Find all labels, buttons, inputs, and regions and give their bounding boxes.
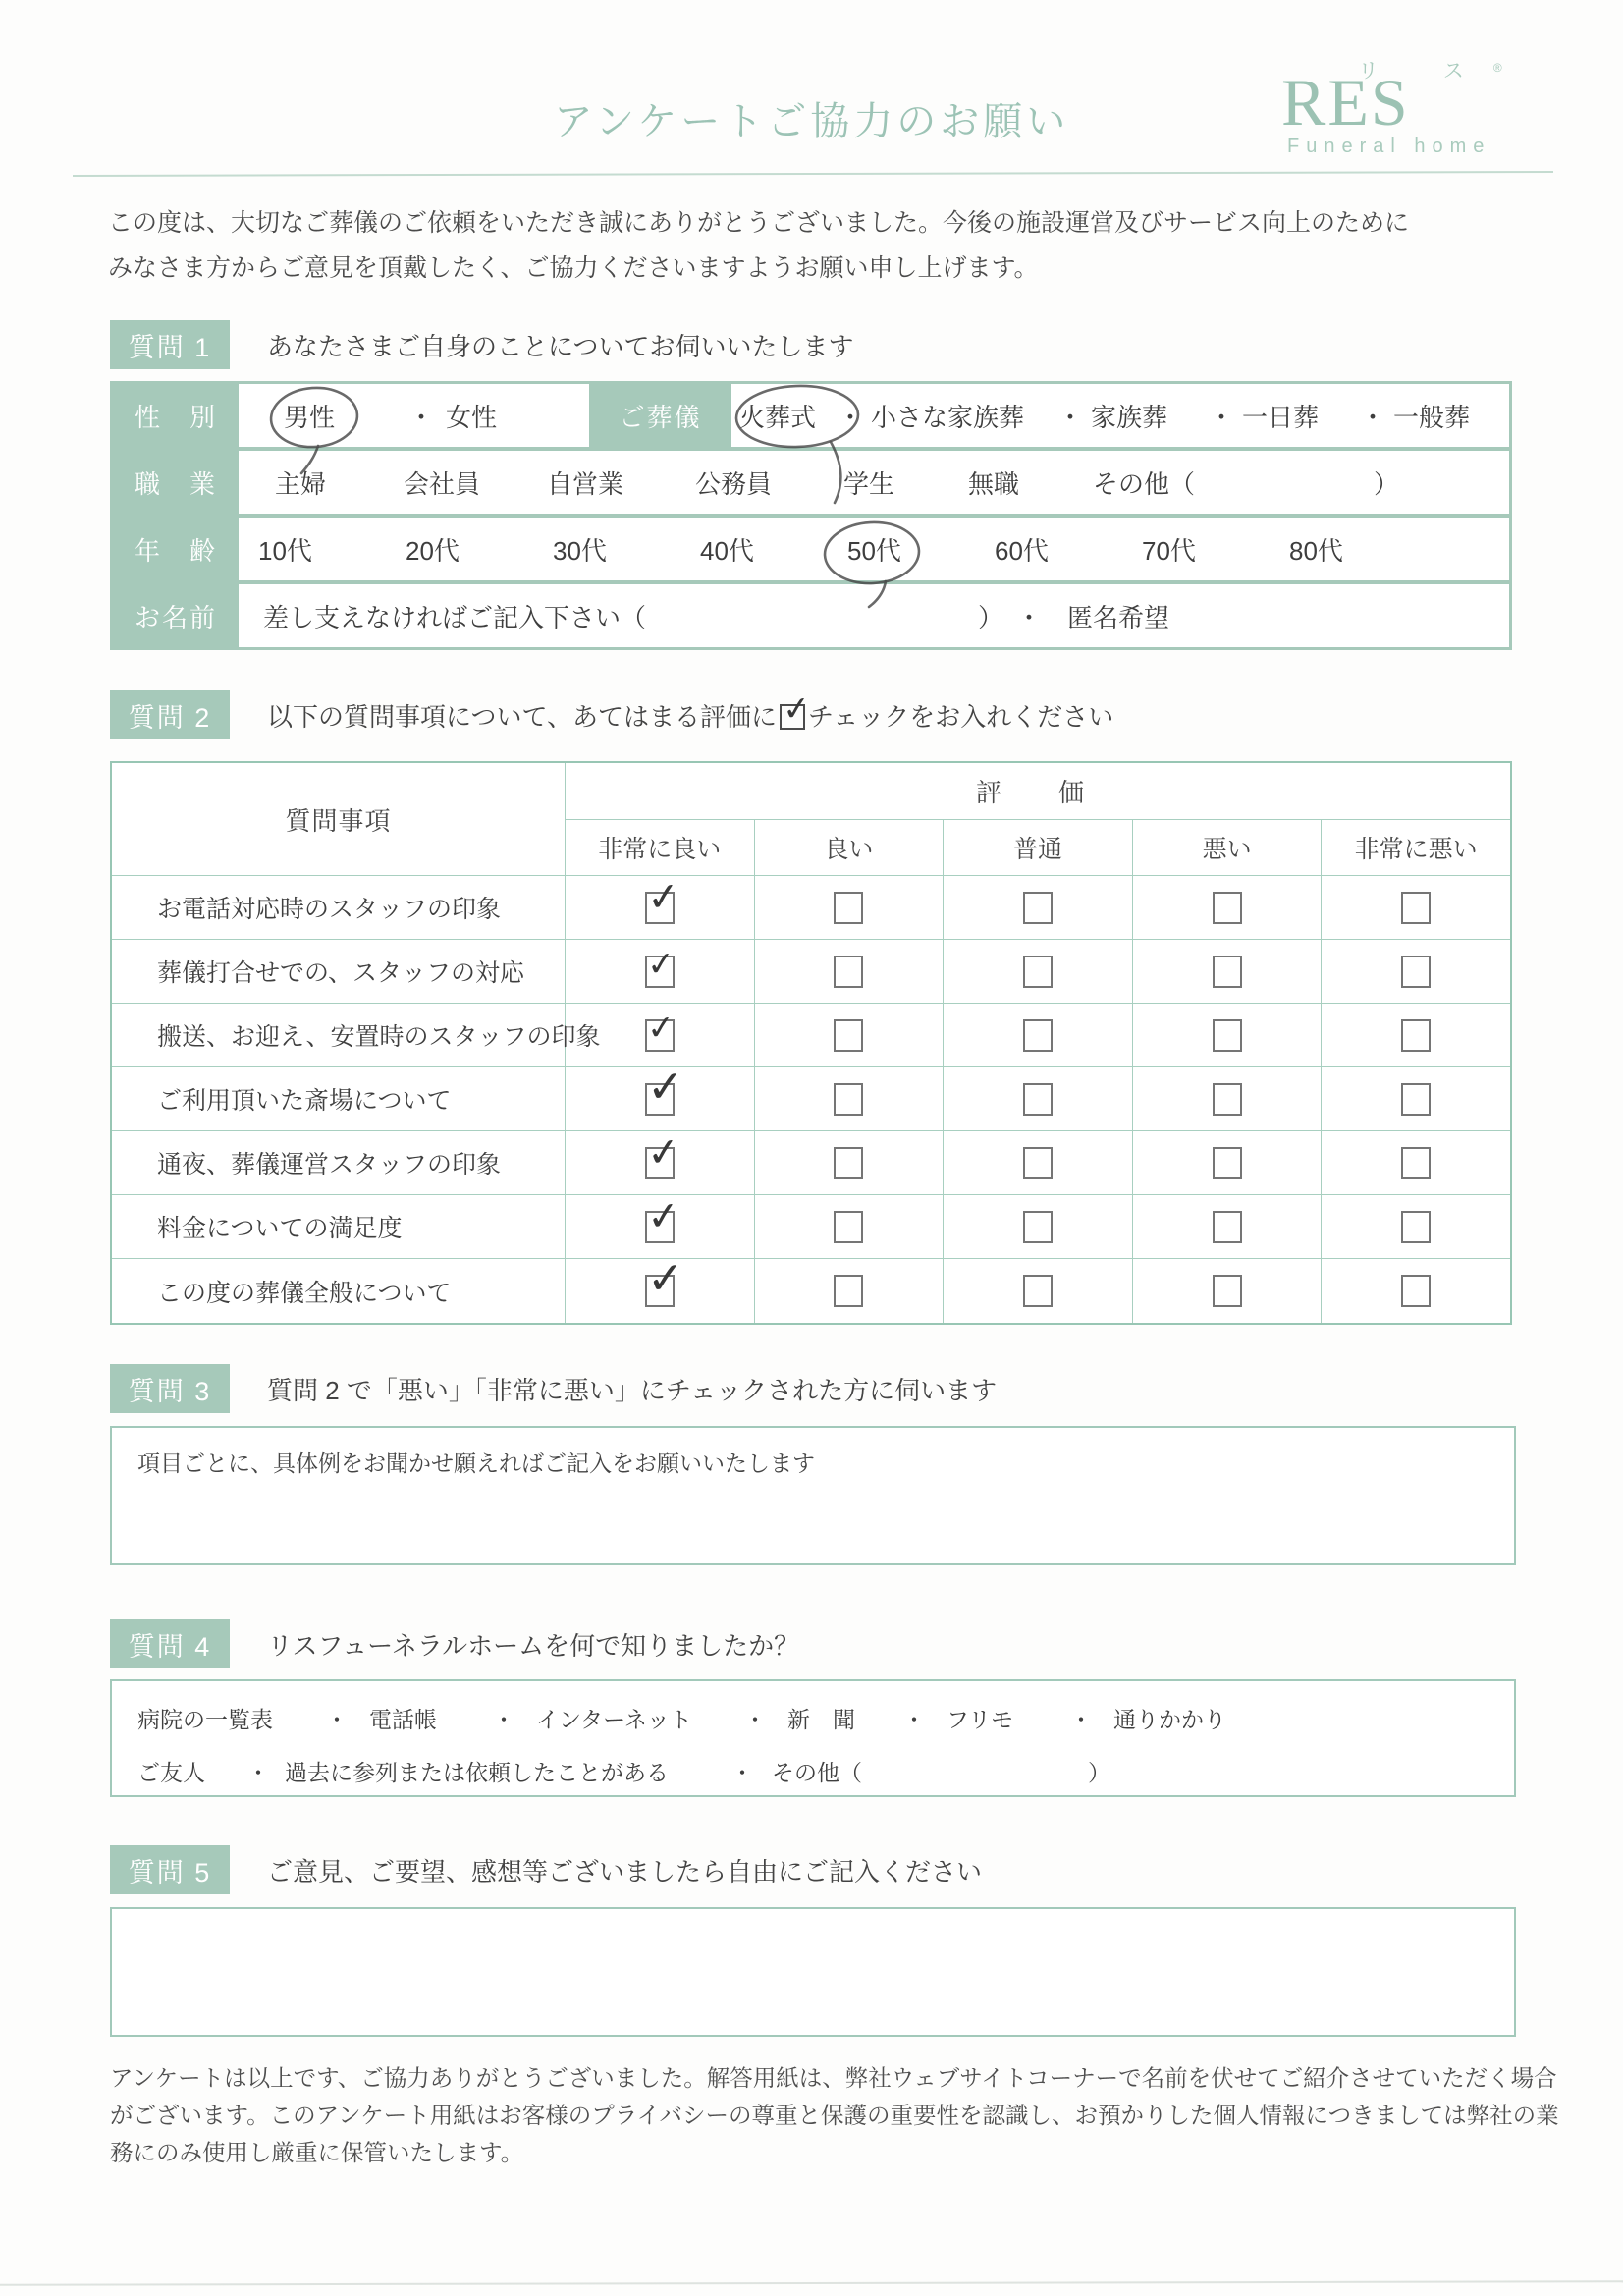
q1-option[interactable]: 小さな家族葬	[871, 402, 1025, 432]
q5-answer-box[interactable]	[110, 1907, 1516, 2037]
check-mark: ✓	[781, 687, 813, 730]
q5-title: ご意見、ご要望、感想等ございましたら自由にご記入ください	[267, 1856, 983, 1886]
q1-option[interactable]: 70代	[1142, 535, 1196, 566]
checkbox-normal[interactable]	[1023, 1275, 1053, 1307]
footer-paragraph	[110, 2059, 1559, 2171]
profile-table	[110, 381, 1512, 650]
name-row	[113, 584, 1509, 647]
handwritten-check-mark: ✓	[645, 1059, 685, 1114]
q3-title: 質問 2 で「悪い」「非常に悪い」にチェックされた方に伺います	[267, 1375, 998, 1405]
q4-option[interactable]: ・	[730, 1759, 754, 1785]
q1-badge: 質問 1	[110, 320, 230, 369]
gender-row	[113, 384, 1509, 447]
q1-option[interactable]: 50代	[847, 535, 901, 566]
company-logo	[1281, 49, 1507, 158]
q1-option[interactable]: 男性	[284, 402, 336, 432]
checkbox-bad[interactable]	[1213, 1083, 1242, 1116]
q1-option[interactable]: 家族葬	[1091, 402, 1168, 432]
rating-row	[112, 873, 1510, 940]
q4-option[interactable]: ご友人	[137, 1759, 205, 1785]
q1-option[interactable]: 自営業	[547, 468, 624, 499]
checkbox-very-good[interactable]	[644, 873, 682, 924]
checkbox-good[interactable]	[834, 1147, 863, 1179]
q4-options-line-2	[137, 1744, 1488, 1797]
q1-option[interactable]: ・	[1208, 402, 1234, 432]
q4-badge: 質問 4	[110, 1619, 230, 1668]
q1-option[interactable]: 一日葬	[1242, 402, 1320, 432]
rating-table-header	[112, 763, 1510, 876]
q1-option[interactable]: ・	[1056, 402, 1083, 432]
item-column-header: 質問事項	[112, 763, 566, 875]
footer-line-2: がございます。このアンケート用紙はお客様のプライバシーの尊重と保護の重要性を認識し、お預かりした個人情報につきましては弊社の業	[110, 2103, 1559, 2128]
logo-kana-text: リ ス	[1358, 60, 1493, 82]
q1-option[interactable]: 学生	[843, 468, 895, 499]
name-label: お名前	[113, 584, 239, 647]
q4-option[interactable]: 新 聞	[787, 1706, 855, 1732]
checkbox-good[interactable]	[834, 1083, 863, 1116]
rating-row-label: ご利用頂いた斎場について	[112, 1067, 566, 1130]
logo-name: RES	[1281, 65, 1410, 139]
q2-title-post: チェックをお入れください	[807, 701, 1114, 732]
intro-line-2: みなさま方からご意見を頂戴したく、ご協力くださいますようお願い申し上げます。	[108, 254, 1039, 282]
scan-edge-line	[0, 2280, 1623, 2285]
intro-paragraph	[108, 200, 1409, 291]
funeral-type-options	[731, 384, 1509, 447]
registered-mark-icon: ®	[1492, 61, 1502, 75]
checkbox-normal[interactable]	[1023, 1019, 1053, 1052]
q4-option[interactable]: 通りかかり	[1113, 1706, 1226, 1732]
funeral-type-label: ご葬儀	[589, 384, 731, 447]
checkbox-bad[interactable]	[1213, 1019, 1242, 1052]
rating-table	[110, 761, 1512, 1325]
rating-row-label: お電話対応時のスタッフの印象	[112, 876, 566, 939]
header-divider	[73, 171, 1553, 177]
q5-badge: 質問 5	[110, 1845, 230, 1894]
q1-option[interactable]: 会社員	[404, 468, 481, 499]
rating-row	[112, 1192, 1510, 1259]
q3-answer-box[interactable]	[110, 1426, 1516, 1565]
checkbox-very-good[interactable]	[644, 1128, 682, 1179]
checkbox-very-bad[interactable]	[1401, 956, 1431, 988]
q2-badge: 質問 2	[110, 690, 230, 739]
q4-option[interactable]: 病院の一覧表	[137, 1706, 273, 1732]
handwritten-check-mark: ✓	[644, 1192, 682, 1240]
handwritten-check-mark: ✓	[644, 1128, 682, 1176]
rating-header: 非常に良い	[598, 836, 722, 863]
intro-line-1: この度は、大切なご葬儀のご依頼をいただき誠にありがとうございました。今後の施設運営及びサービス向上のために	[108, 209, 1410, 237]
checkbox-normal[interactable]	[1023, 892, 1053, 924]
checkbox-very-good[interactable]	[645, 943, 676, 988]
name-entry-field[interactable]: 差し支えなければご記入下さい（ ） ・ 匿名希望	[239, 584, 1509, 647]
q3-badge: 質問 3	[110, 1364, 230, 1413]
q4-option[interactable]: インターネット	[536, 1706, 692, 1732]
footer-line-1: アンケートは以上です、ご協力ありがとうございました。解答用紙は、弊社ウェブサイトコーナーで名前を伏せてご紹介させていただく場合	[110, 2065, 1557, 2091]
rating-row-label: この度の葬儀全般について	[112, 1259, 566, 1323]
q1-option[interactable]: 女性	[446, 402, 498, 432]
rating-row	[112, 1128, 1510, 1195]
rating-columns-header	[566, 763, 1510, 875]
footer-line-3: 務にのみ使用し厳重に保管いたします。	[110, 2140, 524, 2165]
q4-option[interactable]: ・	[492, 1706, 515, 1732]
job-label: 職 業	[113, 451, 239, 514]
checkbox-good[interactable]	[834, 956, 863, 988]
handwritten-check-mark: ✓	[645, 1251, 685, 1305]
rating-group-header: 評 価	[566, 763, 1510, 820]
checkbox-good[interactable]	[834, 892, 863, 924]
q4-option[interactable]: 電話帳	[369, 1706, 437, 1732]
q4-option[interactable]: ・	[246, 1759, 270, 1785]
q1-option[interactable]: 20代	[406, 535, 460, 566]
q3-box-hint: 項目ごとに、具体例をお聞かせ願えればご記入をお願いいたします	[137, 1450, 815, 1476]
q1-option[interactable]: 40代	[700, 535, 754, 566]
q1-option[interactable]: 30代	[553, 535, 607, 566]
age-row	[113, 518, 1509, 580]
q1-option[interactable]: ・	[407, 402, 434, 432]
q1-option[interactable]: 60代	[995, 535, 1049, 566]
checkbox-bad[interactable]	[1213, 1147, 1242, 1179]
page-title: アンケートご協力のお願い	[553, 100, 1070, 143]
q4-option[interactable]: ・	[325, 1706, 349, 1732]
q1-option[interactable]: その他（ ）	[1093, 468, 1400, 499]
q4-option[interactable]: ・	[902, 1706, 926, 1732]
checkbox-very-good[interactable]	[644, 1192, 682, 1243]
rating-row	[112, 1059, 1510, 1131]
rating-header: 普通	[943, 820, 1132, 875]
q1-title: あなたさまご自身のことについてお伺いいたします	[267, 331, 854, 361]
rating-header: 悪い	[1132, 820, 1322, 875]
checkbox-normal[interactable]	[1023, 1211, 1053, 1243]
checkbox-very-good[interactable]	[645, 1059, 685, 1116]
handwritten-check-mark: ✓	[645, 943, 676, 985]
handwritten-check-mark: ✓	[644, 873, 682, 921]
rating-row-label: 通夜、葬儀運営スタッフの印象	[112, 1131, 566, 1194]
logo-subtitle: Funeral home	[1287, 136, 1491, 157]
job-options	[239, 451, 1509, 514]
q4-option[interactable]: フリモ	[947, 1706, 1014, 1732]
rating-row	[112, 1004, 1510, 1067]
rating-row	[112, 1251, 1510, 1323]
logo-kana	[1358, 55, 1502, 84]
rating-row-label: 搬送、お迎え、安置時のスタッフの印象	[112, 1004, 566, 1066]
rating-subheaders	[566, 820, 1510, 875]
checkbox-very-bad[interactable]	[1401, 1083, 1431, 1116]
checkbox-very-good[interactable]	[645, 1007, 676, 1052]
q4-answer-box	[110, 1679, 1516, 1797]
q4-option[interactable]: ・	[1069, 1706, 1093, 1732]
checkbox-normal[interactable]	[1023, 956, 1053, 988]
checkbox-bad[interactable]	[1213, 892, 1242, 924]
rating-table-body	[112, 873, 1510, 1323]
rating-header: 非常に悪い	[1321, 820, 1510, 875]
checkbox-very-bad[interactable]	[1401, 1019, 1431, 1052]
q1-option[interactable]: ・	[837, 402, 863, 432]
checkbox-normal[interactable]	[1023, 1083, 1053, 1116]
checkbox-good[interactable]	[834, 1211, 863, 1243]
rating-row-label: 料金についての満足度	[112, 1195, 566, 1258]
checkbox-bad[interactable]	[1213, 1275, 1242, 1307]
checkbox-good[interactable]	[834, 1275, 863, 1307]
checkbox-glyph-icon	[780, 687, 813, 730]
checkbox-bad[interactable]	[1213, 956, 1242, 988]
q2-title-pre: 以下の質問事項について、あてはまる評価に	[267, 701, 777, 732]
age-label: 年 齢	[113, 518, 239, 580]
checkbox-very-good[interactable]	[645, 1251, 685, 1307]
q1-option[interactable]: 主婦	[275, 468, 327, 499]
checkbox-bad[interactable]	[1213, 1211, 1242, 1243]
q4-option[interactable]: 過去に参列または依頼したことがある	[285, 1759, 669, 1785]
q1-option[interactable]: 火葬式	[739, 402, 817, 432]
checkbox-normal[interactable]	[1023, 1147, 1053, 1179]
q4-title: リスフューネラルホームを何で知りましたか？	[267, 1630, 800, 1661]
checkbox-very-bad[interactable]	[1401, 1275, 1431, 1307]
job-row	[113, 451, 1509, 514]
rating-row	[112, 940, 1510, 1004]
q2-title	[267, 687, 1114, 734]
q4-option[interactable]: その他（ ）	[772, 1759, 1110, 1785]
q4-option[interactable]: ・	[743, 1706, 767, 1732]
q1-option[interactable]: 一般葬	[1393, 402, 1471, 432]
gender-label: 性 別	[113, 384, 239, 447]
checkbox-very-bad[interactable]	[1401, 1211, 1431, 1243]
q1-option[interactable]: 無職	[968, 468, 1020, 499]
q1-option[interactable]: ・	[1359, 402, 1385, 432]
age-options	[239, 518, 1509, 580]
q1-option[interactable]: 公務員	[695, 468, 773, 499]
gender-options	[239, 384, 589, 447]
checkbox-good[interactable]	[834, 1019, 863, 1052]
q1-option[interactable]: 10代	[258, 535, 312, 566]
rating-row-label: 葬儀打合せでの、スタッフの対応	[112, 940, 566, 1003]
q1-option[interactable]: 80代	[1289, 535, 1343, 566]
checkbox-very-bad[interactable]	[1401, 1147, 1431, 1179]
rating-header: 良い	[754, 820, 944, 875]
q4-options-line-1	[137, 1691, 1488, 1744]
checkbox-very-bad[interactable]	[1401, 892, 1431, 924]
handwritten-check-mark: ✓	[645, 1007, 676, 1049]
